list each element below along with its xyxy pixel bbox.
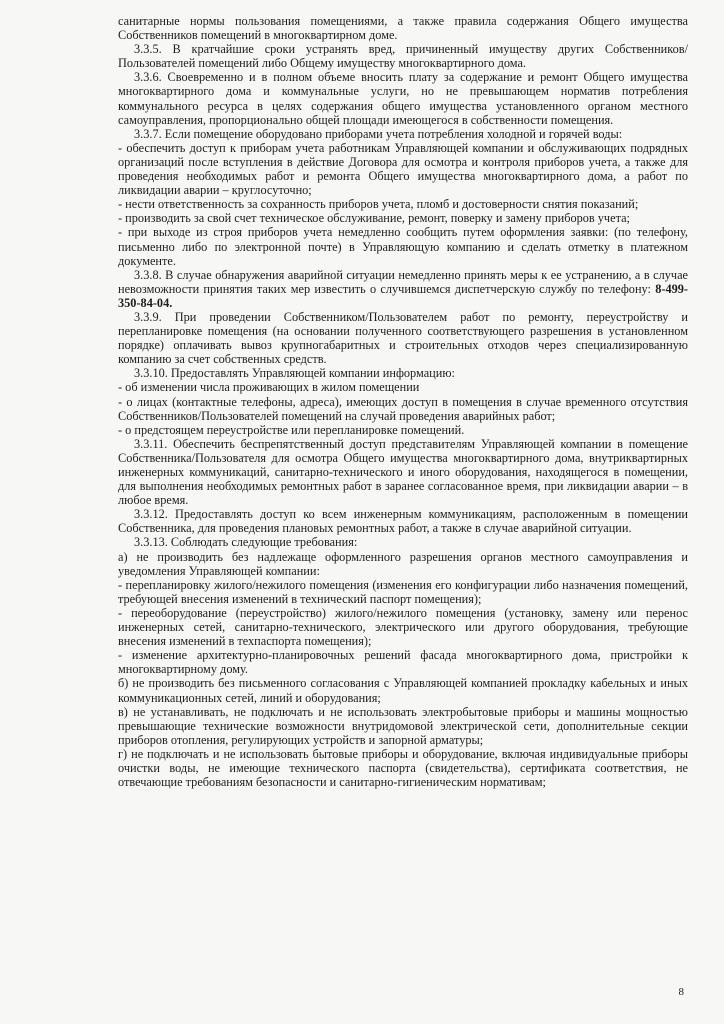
list-item-meter-failure: - при выходе из строя приборов учета немедленно сообщить путем оформления заявки: (по телефону, письменно либо по электронной почте) в Управляющую компанию и сделать отметку в платежном документе. (118, 225, 688, 268)
list-item-access-persons: - о лицах (контактные телефоны, адреса), имеющих доступ в помещения в случае временного отсутствия Собственников/Пользователей помещений на случай проведения аварийных работ; (118, 394, 688, 423)
list-item-reequipment: - переоборудование (переустройство) жилого/нежилого помещения (установку, замену или перенос инженерных сетей, санитарно-технического, электрического или другого оборудования, требующие внесения изменений в техпаспорта помещения); (118, 605, 688, 649)
list-item-meter-access: - обеспечить доступ к приборам учета работникам Управляющей компании и обслуживающих подрядных организаций после вступления в действие Договора для осмотра и контроля приборов учета, а также для проведения необходимых работ и ремонта Общего имущества многоквартирного дома, а работ по ликвидации аварии – круглосуточно; (118, 140, 688, 198)
subclause-b: б) не производить без письменного согласования с Управляющей компанией прокладку кабельных и иных коммуникационных сетей, линий и оборудования; (118, 676, 688, 705)
subclause-g: г) не подключать и не использовать бытовые приборы и оборудование, включая индивидуальные приборы очистки воды, не имеющие технического паспорта (свидетельства), сертификата соответствия, не отвечающие требованиям безопасности и санитарно-гигиеническим нормативам; (118, 746, 688, 790)
clause-3-3-8 (118, 268, 688, 310)
paragraph-sanitary-norms: санитарные нормы пользования помещениями, а также правила содержания Общего имущества Собственников помещений в многоквартирном доме. (118, 14, 688, 43)
document-body (118, 14, 688, 789)
dispatch-phone-number: 8-499-350-84-04. (118, 281, 688, 310)
clause-3-3-9: 3.3.9. При проведении Собственником/Пользователем работ по ремонту, переустройству и перепланировке помещения (на основании полученного соответствующего разрешения в установленном порядке) оплачивать вывоз крупногабаритных и строительных отходов через специализированную компанию за счет собственных средств. (118, 309, 688, 367)
clause-3-3-6: 3.3.6. Своевременно и в полном объеме вносить плату за содержание и ремонт Общего имущества многоквартирного дома и коммунальные услуги, но не превышающем норматив потребления коммунального ресурса в целях содержания общего имущества установленного органом местного самоуправления, пропорционально общей площади имеющегося в собственности помещения. (118, 70, 688, 127)
list-item-facade-changes: - изменение архитектурно-планировочных решений фасада многоквартирного дома, пристройки к многоквартирному дому. (118, 648, 688, 677)
clause-3-3-8-text: 3.3.8. В случае обнаружения аварийной ситуации немедленно принять меры к ее устранению, а в случае невозможности принятия таких мер известить о случившемся диспетчерскую службу по телефону: (118, 267, 688, 296)
list-item-replanning: - перепланировку жилого/нежилого помещения (изменения его конфигурации либо назначения помещений, требующей внесения изменений в технический паспорт помещения); (118, 577, 688, 606)
list-item-meter-maintenance: - производить за свой счет техническое обслуживание, ремонт, поверку и замену приборов учета; (118, 211, 630, 226)
clause-3-3-5: 3.3.5. В кратчайшие сроки устранять вред, причиненный имуществу других Собственников/Пользователей помещений либо Общему имуществу многоквартирного дома. (118, 42, 688, 71)
clause-3-3-11: 3.3.11. Обеспечить беспрепятственный доступ представителям Управляющей компании в помещение Собственника/Пользователя для осмотра Общего имущества многоквартирного дома, внутриквартирных инженерных коммуникаций, санитарно-технического и иного оборудования, находящегося в помещении, для выполнения необходимых ремонтных работ в заранее согласованное время, при ликвидации аварии – в любое время. (118, 436, 688, 508)
subclause-a: а) не производить без надлежаще оформленного разрешения органов местного самоуправления и уведомления Управляющей компании: (118, 549, 688, 578)
page-number: 8 (678, 986, 684, 998)
subclause-v: в) не устанавливать, не подключать и не использовать электробытовые приборы и машины мощностью превышающие технические возможности внутридомовой электрической сети, дополнительные секции приборов отопления, регулирующих устройств и запорной арматуры; (118, 704, 688, 747)
clause-3-3-12: 3.3.12. Предоставлять доступ ко всем инженерным коммуникациям, расположенным в помещении Собственника, для проведения плановых ремонтных работ, а также в случае аварийной ситуации. (118, 507, 688, 536)
clause-3-3-13: 3.3.13. Соблюдать следующие требования: (134, 535, 358, 550)
clause-3-3-7: 3.3.7. Если помещение оборудовано приборами учета потребления холодной и горячей воды: (134, 126, 623, 141)
list-item-residents-count: - об изменении числа проживающих в жилом помещении (118, 380, 420, 395)
list-item-planned-renovation: - о предстоящем переустройстве или перепланировке помещений. (118, 422, 465, 437)
list-item-meter-responsibility: - нести ответственность за сохранность приборов учета, пломб и достоверности снятия показаний; (118, 197, 639, 212)
clause-3-3-10: 3.3.10. Предоставлять Управляющей компании информацию: (134, 366, 455, 381)
